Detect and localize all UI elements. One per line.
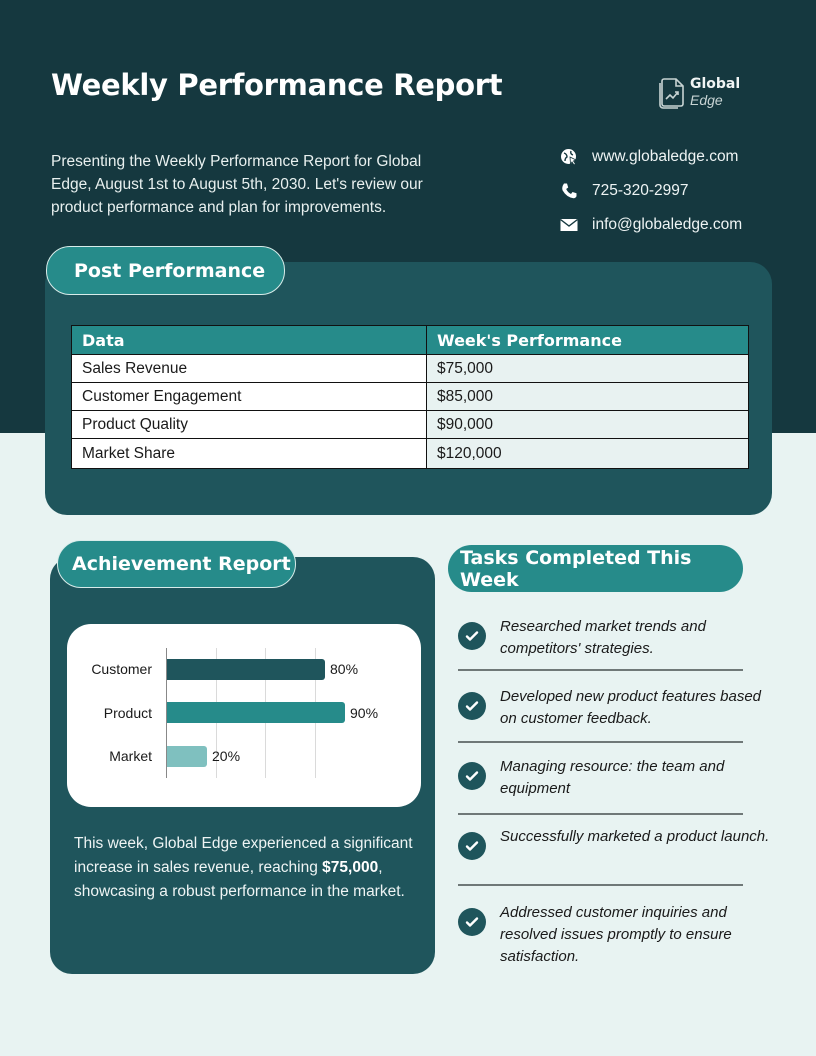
summary-text: This week, Global Edge experienced a significant increase in sales revenue, reaching <box>74 835 413 876</box>
table-row <box>72 411 749 439</box>
phone-text: 725-320-2997 <box>592 182 689 199</box>
task-divider <box>458 884 743 886</box>
column-header-performance: Week's Performance <box>427 326 749 355</box>
tasks-heading: Tasks Completed This Week <box>448 545 743 592</box>
check-icon <box>458 832 486 860</box>
metric-value: $90,000 <box>427 411 749 439</box>
achievement-summary <box>74 832 414 904</box>
contact-list <box>560 140 742 242</box>
bar-market <box>167 746 207 767</box>
bar-label-market: Market <box>109 748 152 764</box>
bar-value-market: 20% <box>212 748 241 764</box>
task-item <box>458 826 772 860</box>
metric-name: Product Quality <box>72 411 427 439</box>
contact-email[interactable] <box>560 208 742 242</box>
bar-product <box>167 702 345 723</box>
bar-value-customer: 80% <box>330 661 359 677</box>
task-item <box>458 686 772 730</box>
task-item <box>458 902 772 968</box>
bar-label-customer: Customer <box>91 661 152 677</box>
website-text: www.globaledge.com <box>592 148 739 165</box>
task-text: Addressed customer inquiries and resolved issues promptly to ensure satisfaction. <box>500 904 732 965</box>
company-logo <box>656 72 756 112</box>
check-icon <box>458 692 486 720</box>
metric-name: Sales Revenue <box>72 355 427 383</box>
table-row <box>72 383 749 411</box>
task-divider <box>458 741 743 743</box>
page-title: Weekly Performance Report <box>51 68 503 102</box>
task-divider <box>458 813 743 815</box>
check-icon <box>458 762 486 790</box>
metric-name: Customer Engagement <box>72 383 427 411</box>
intro-text: Presenting the Weekly Performance Report for Global Edge, August 1st to August 5th, 2030. Let's review our product performance and plan for improvements. <box>51 153 423 216</box>
metric-name: Market Share <box>72 439 427 469</box>
contact-phone[interactable] <box>560 174 742 208</box>
performance-table <box>71 325 749 469</box>
task-text: Researched market trends and competitors' strategies. <box>500 618 706 657</box>
metric-value: $85,000 <box>427 383 749 411</box>
logo-line2: Edge <box>690 92 723 108</box>
globe-cursor-icon <box>560 148 578 166</box>
task-item <box>458 756 772 800</box>
bar-value-product: 90% <box>350 705 379 721</box>
check-icon <box>458 622 486 650</box>
task-item <box>458 616 772 660</box>
bar-customer <box>167 659 325 680</box>
column-header-data: Data <box>72 326 427 355</box>
summary-highlight: $75,000 <box>322 859 379 876</box>
task-text: Successfully marketed a product launch. <box>500 828 770 845</box>
logo-line1: Global <box>690 76 741 92</box>
bar-label-product: Product <box>103 705 152 721</box>
task-text: Developed new product features based on customer feedback. <box>500 688 762 727</box>
task-divider <box>458 669 743 671</box>
phone-icon <box>560 182 578 200</box>
email-text: info@globaledge.com <box>592 216 743 233</box>
table-header-row <box>72 326 749 355</box>
achievement-heading: Achievement Report <box>57 540 296 588</box>
summary-text-end: , showcasing a robust performance in the market. <box>74 859 405 900</box>
table-row <box>72 355 749 383</box>
check-icon <box>458 908 486 936</box>
post-performance-heading: Post Performance <box>46 246 285 295</box>
task-text: Managing resource: the team and equipment <box>500 758 725 797</box>
metric-value: $120,000 <box>427 439 749 469</box>
table-row <box>72 439 749 469</box>
contact-website[interactable] <box>560 140 742 174</box>
metric-value: $75,000 <box>427 355 749 383</box>
document-chart-icon <box>656 75 686 109</box>
envelope-icon <box>560 216 578 234</box>
